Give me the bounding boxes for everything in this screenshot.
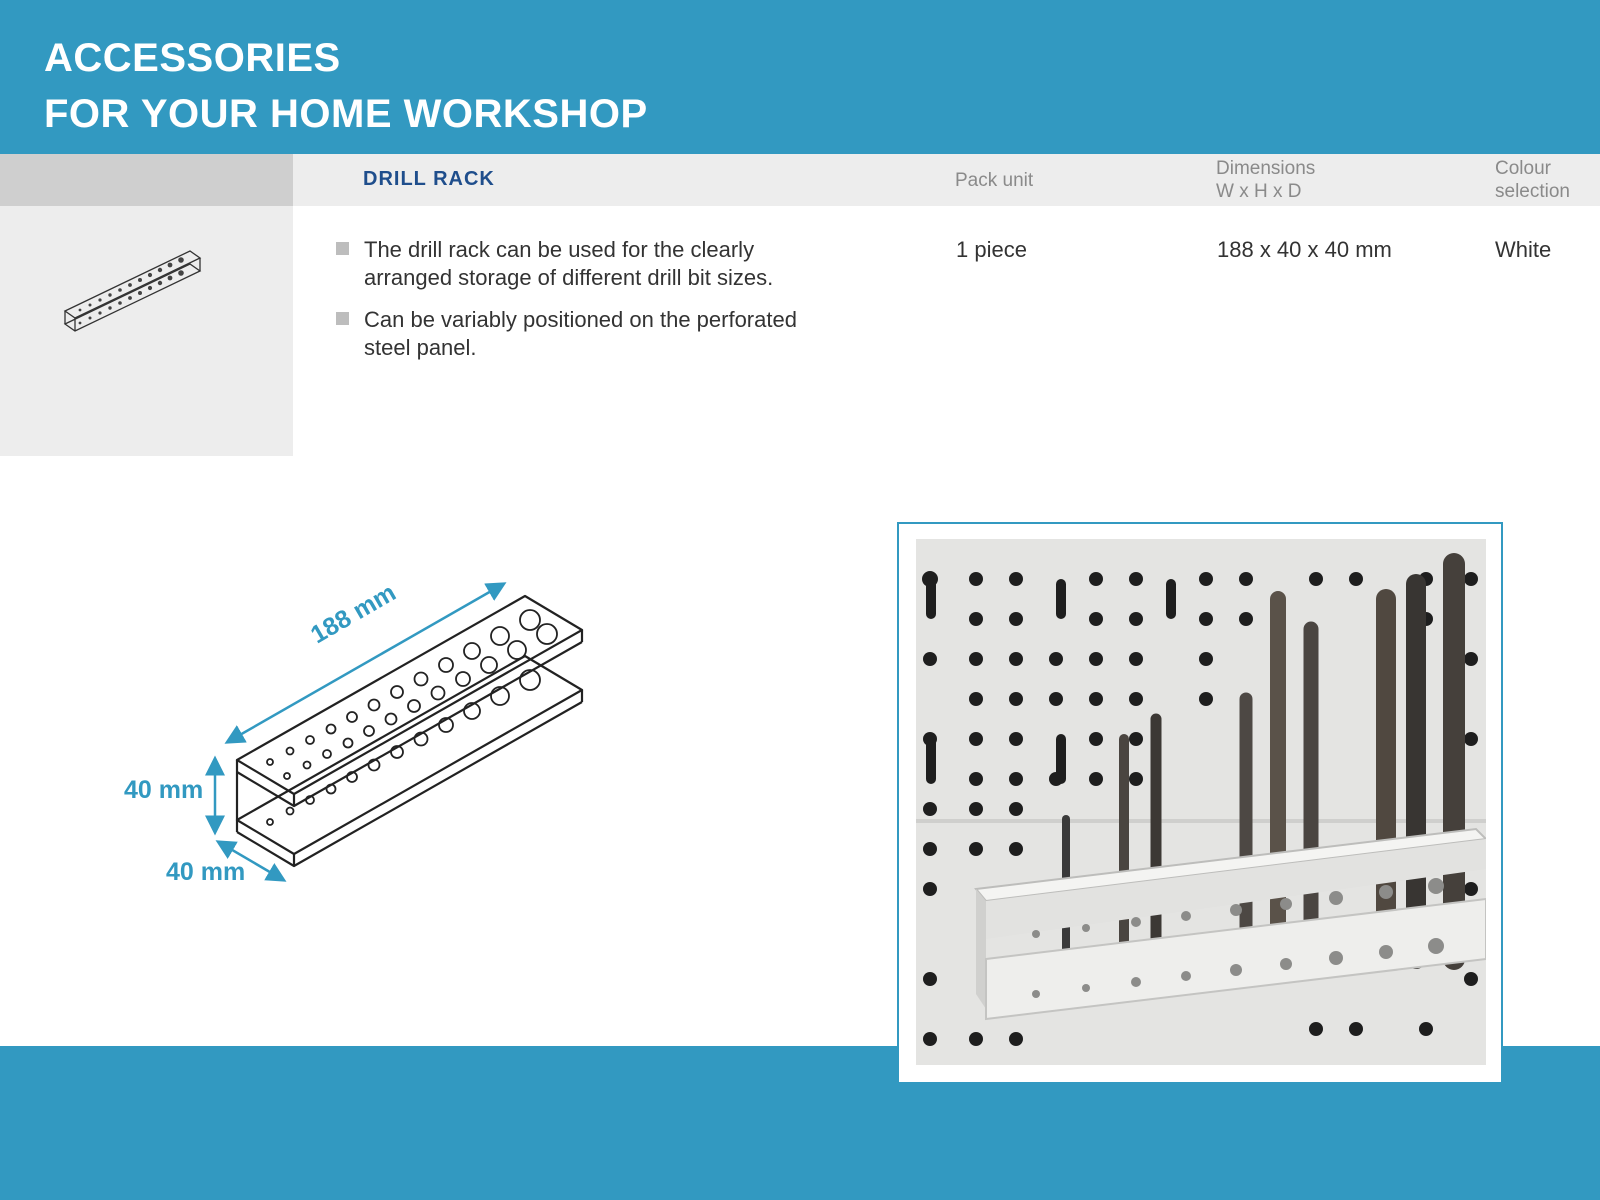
header-band bbox=[0, 0, 1600, 154]
feature-list bbox=[336, 236, 826, 376]
depth-dimension-label: 40 mm bbox=[166, 858, 246, 886]
bullet-square-icon bbox=[336, 242, 349, 255]
colour-value: White bbox=[1495, 237, 1552, 262]
col-head-colour-line2: selection bbox=[1495, 181, 1570, 202]
product-name: DRILL RACK bbox=[363, 168, 495, 190]
page-subtitle: FOR YOUR HOME WORKSHOP bbox=[44, 92, 648, 136]
col-head-dimensions-line1: Dimensions bbox=[1216, 158, 1316, 179]
feature-text: Can be variably positioned on the perforated steel panel. bbox=[364, 307, 797, 360]
product-photo-frame bbox=[897, 522, 1503, 1084]
feature-text: The drill rack can be used for the clearly arranged storage of different drill bit sizes. bbox=[364, 237, 774, 290]
height-dimension-label: 40 mm bbox=[124, 776, 204, 804]
width-dimension-label: 188 mm bbox=[306, 578, 401, 650]
feature-item bbox=[336, 306, 826, 362]
col-head-pack-unit-label: Pack unit bbox=[955, 170, 1034, 191]
thumbnail-cell bbox=[0, 206, 293, 456]
feature-item bbox=[336, 236, 826, 292]
col-head-pack-unit bbox=[955, 169, 1033, 192]
page-title: ACCESSORIES bbox=[44, 36, 341, 80]
col-head-dimensions-line2: W x H x D bbox=[1216, 181, 1302, 202]
drill-rack-thumbnail bbox=[60, 246, 210, 356]
table-head-left bbox=[0, 154, 293, 206]
col-head-colour-line1: Colour bbox=[1495, 158, 1551, 179]
col-head-dimensions bbox=[1216, 157, 1315, 203]
bullet-square-icon bbox=[336, 312, 349, 325]
pack-unit-value: 1 piece bbox=[956, 237, 1027, 262]
col-head-colour bbox=[1495, 157, 1570, 203]
dimensions-value: 188 x 40 x 40 mm bbox=[1217, 237, 1392, 262]
drill-rack-photo bbox=[916, 539, 1486, 1065]
